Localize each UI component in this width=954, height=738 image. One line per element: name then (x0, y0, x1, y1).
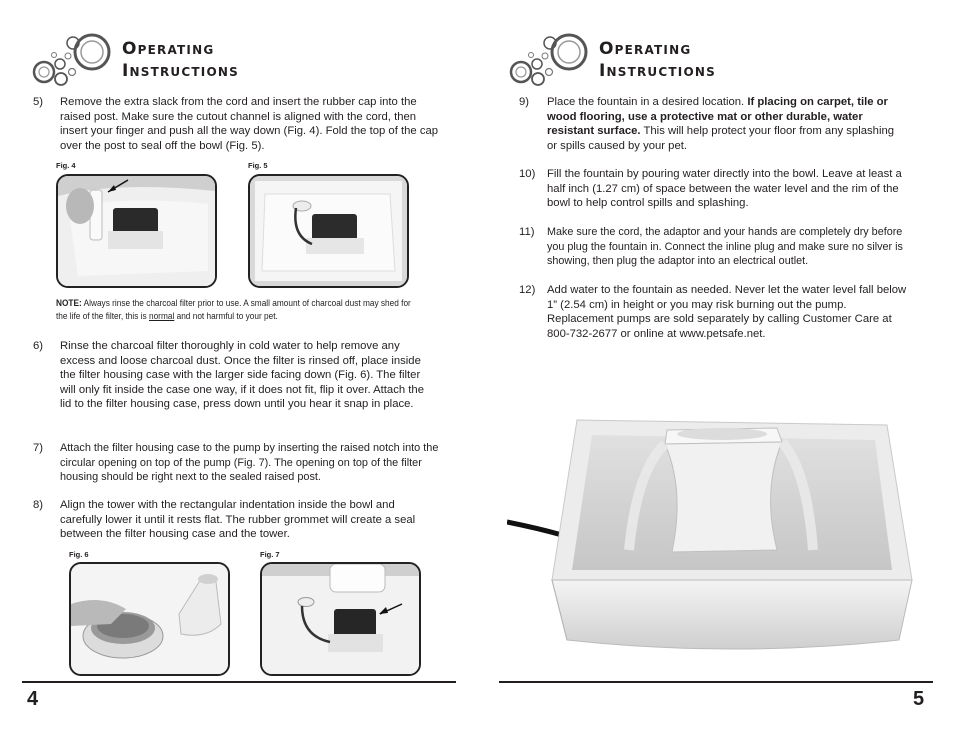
footer-rule (22, 681, 456, 683)
fig-5-label: Fig. 5 (248, 161, 268, 170)
step-text: Place the fountain in a desired location. (547, 96, 748, 108)
note-underlined-word: normal (148, 311, 175, 321)
step-text: Fill the fountain by pouring water directly into the bowl. Leave at least a half inch (1.27 cm) of space between the water level and the rim of the bowl to help control spills and splashing. (547, 168, 902, 210)
step-text: Align the tower with the rectangular indentation inside the bowl and carefully lower it until it rests flat. The rubber grommet will create a seal between the filter housing case and the tower. (60, 499, 416, 541)
note-body-2: and not harmful to your pet. (174, 311, 278, 321)
fountain-photo (507, 400, 947, 670)
fig-6-label: Fig. 6 (69, 550, 89, 559)
fig-7-label: Fig. 7 (260, 550, 280, 559)
fig-4-photo (56, 174, 217, 288)
step-number: 7) (33, 442, 44, 454)
step-text: Remove the extra slack from the cord and insert the rubber cap into the raised post. Make sure the cutout channel is aligned with the cord, then insert your finger and push all the way down (Fig. 4). Fold the top of the cap over the post to seal off the bowl (Fig. 5). (60, 96, 439, 152)
bubbles-logo-icon (30, 30, 130, 92)
page-number: 5 (913, 688, 925, 710)
step-number: 6) (33, 340, 44, 352)
step-number: 11) (519, 226, 535, 238)
fig-7-photo (260, 562, 421, 676)
note-body-1: Always rinse the charcoal filter prior to use. A small amount of charcoal dust may shed for the life of the filter, this is (56, 298, 411, 321)
step-number: 8) (33, 499, 44, 511)
heading-line-1: Operating (122, 39, 215, 59)
step-text: Attach the filter housing case to the pump by inserting the raised notch into the circular opening on top of the pump (Fig. 7). The opening on top of the filter housing should be right next to the sealed raised post. (60, 442, 439, 484)
step-text-2: This will help protect your floor from any splashing or spills caused by your pet. (547, 125, 895, 152)
step-text: Add water to the fountain as needed. Never let the water level fall below 1” (2.54 cm) in height or you may risk burning out the pump. Replacement pumps are sold separately by calling Customer Care at 800-732-2677 or online at www.petsafe.net. (547, 284, 907, 340)
page-heading (599, 38, 716, 82)
page-heading (122, 38, 239, 82)
right-page (477, 0, 954, 738)
note-label: NOTE: (56, 298, 82, 308)
heading-line-2: Instructions (599, 61, 716, 81)
fig-4-label: Fig. 4 (56, 161, 76, 170)
step-number: 9) (519, 96, 530, 108)
step-text: Make sure the cord, the adaptor and your hands are completely dry before you plug the fountain in. Connect the inline plug and make sure no silver is showing, then plug the adaptor into an electrical outlet. (547, 226, 903, 268)
heading-line-2: Instructions (122, 61, 239, 81)
note-text (56, 297, 415, 323)
step-number: 12) (519, 284, 536, 296)
fig-6-photo (69, 562, 230, 676)
step-text: Rinse the charcoal filter thoroughly in cold water to help remove any excess and loose charcoal dust. Once the filter is rinsed off, place inside the filter housing case with the larger side facing down (Fig. 6). The filter will only fit inside the case one way, if it does not fit, flip it over. Attach the lid to the filter housing case, press down until you hear it snap in place. (60, 340, 424, 411)
footer-rule (499, 681, 933, 683)
step-text-bold: If placing on carpet, tile or wood flooring, use a protective mat or other durable, water resistant surface. (547, 96, 888, 138)
page-number: 4 (27, 688, 39, 710)
heading-line-1: Operating (599, 39, 692, 59)
fig-5-photo (248, 174, 409, 288)
step-number: 5) (33, 96, 44, 108)
step-number: 10) (519, 168, 536, 180)
bubbles-logo-icon (507, 30, 607, 92)
